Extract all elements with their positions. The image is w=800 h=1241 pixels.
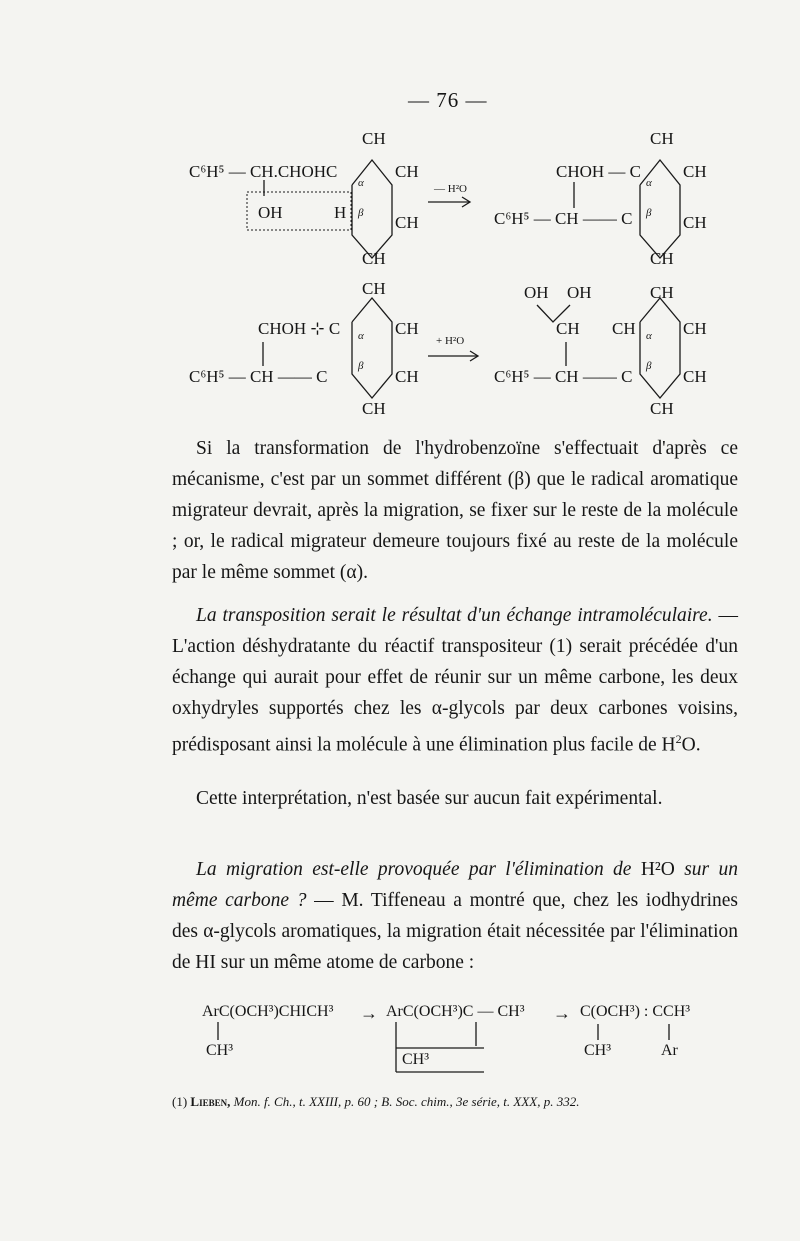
paragraph-4-body: — M. Tiffeneau a montré que, chez les iodhydrines des α-glycols aromatiques, la migration était nécessitée par l'élimination de HI sur un même atome de carbone : bbox=[172, 890, 738, 973]
paragraph-4 bbox=[172, 854, 738, 978]
paragraph-1-text: Si la transformation de l'hydrobenzoïne s'effectuait d'après ce mécanisme, c'est par un sommet différent (β) que le radical aromatique migrateur devrait, après la migration, se fixer sur le reste de la molécule ; or, le radical migrateur demeure toujours fixé au reste de la molécule par le même sommet (α). bbox=[172, 438, 738, 583]
s3-formula-1-sub: CH³ bbox=[206, 1042, 234, 1059]
s2-left-beta: β bbox=[358, 360, 364, 372]
s1-left-ch-top: CH bbox=[362, 129, 386, 148]
s1-right-alpha: α bbox=[646, 177, 652, 189]
s1-left-alpha: α bbox=[358, 177, 364, 189]
s1-right-chain: C⁶H⁵ — CH —— C bbox=[494, 209, 633, 228]
paragraph-4-title: La migration est-elle provoquée par l'élimination de bbox=[196, 859, 632, 880]
s3-formula-1: ArC(OCH³)CHICH³ bbox=[202, 1003, 334, 1020]
s2-left-ch-right-top: CH bbox=[395, 319, 419, 338]
s2-left-chohc: CHOH ⊹ C bbox=[258, 319, 341, 338]
paragraph-2-end: O. bbox=[681, 734, 701, 756]
s2-right-ch-bottom: CH bbox=[650, 399, 674, 418]
s1-right-ch-top: CH bbox=[650, 129, 674, 148]
paragraph-4-title-end: sur un même carbone ? bbox=[172, 859, 738, 911]
s2-right-chain: C⁶H⁵ — CH —— C bbox=[494, 367, 633, 386]
s1-left-beta: β bbox=[358, 207, 364, 219]
s1-arrow-label: — H²O bbox=[434, 183, 467, 195]
hexagon-left-2 bbox=[352, 298, 392, 398]
s2-right-ch-mid: CH bbox=[556, 319, 580, 338]
s2-right-alpha: α bbox=[646, 330, 652, 342]
s2-right-ch-right-bottom: CH bbox=[683, 367, 707, 386]
s1-left-chain: C⁶H⁵ — CH.CHOHC bbox=[189, 162, 338, 181]
paragraph-3 bbox=[172, 783, 738, 814]
s2-left-ch-bottom: CH bbox=[362, 399, 386, 418]
paragraph-2-body: — L'action déshydratante du réactif transpositeur (1) serait précédée d'un échange qui aurait pour effet de réunir sur un même carbone, les deux oxhydryles supportés chez les α-glycols par deux carbones voisins, prédisposant ainsi la molécule à une élimination plus facile de H bbox=[172, 605, 739, 756]
s2-right-oh1: OH bbox=[524, 283, 549, 302]
hexagon-right-2 bbox=[640, 298, 680, 398]
s1-right-ch-bottom: CH bbox=[650, 249, 674, 268]
paragraph-2 bbox=[172, 600, 738, 761]
s2-left-ch-top: CH bbox=[362, 279, 386, 298]
s2-right-oh2: OH bbox=[567, 283, 592, 302]
s2-left-alpha: α bbox=[358, 330, 364, 342]
s2-left-ch-right-bottom: CH bbox=[395, 367, 419, 386]
s3-formula-2: ArC(OCH³)C — CH³ bbox=[386, 1003, 525, 1020]
s2-right-ch-top: CH bbox=[650, 283, 674, 302]
s1-left-ch-bottom: CH bbox=[362, 249, 386, 268]
s2-left-chain: C⁶H⁵ — CH —— C bbox=[189, 367, 328, 386]
s3-formula-3-sub2: Ar bbox=[661, 1042, 678, 1059]
s3-formula-3-sub1: CH³ bbox=[584, 1042, 612, 1059]
footnote bbox=[172, 1094, 738, 1110]
footnote-ref: Mon. f. Ch., t. XXIII, p. 60 ; B. Soc. chim., 3e série, t. XXX, p. 332. bbox=[230, 1094, 580, 1109]
paragraph-1 bbox=[172, 433, 738, 588]
s1-right-chohc: CHOH — C bbox=[556, 162, 642, 181]
s3-formula-3: C(OCH³) : CCH³ bbox=[580, 1003, 691, 1020]
paragraph-2-title: La transposition serait le résultat d'un échange intramoléculaire. bbox=[196, 605, 713, 626]
s2-right-ch-right-top: CH bbox=[683, 319, 707, 338]
s1-right-ch-right-top: CH bbox=[683, 162, 707, 181]
footnote-author: Lieben, bbox=[190, 1094, 231, 1109]
s2-right-beta: β bbox=[646, 360, 652, 372]
s2-right-ch-mid2: CH bbox=[612, 319, 636, 338]
paragraph-3-text: Cette interprétation, n'est basée sur aucun fait expérimental. bbox=[196, 788, 663, 809]
paragraph-2-sub: 2 bbox=[675, 732, 682, 746]
s3-formula-2-sub: CH³ bbox=[402, 1051, 430, 1068]
s3-arrow-2: → bbox=[553, 1003, 571, 1023]
paragraph-4-h2o: H²O bbox=[631, 859, 675, 880]
s2-arrow-label: + H²O bbox=[436, 335, 465, 347]
page-number: — 76 — bbox=[408, 88, 488, 112]
s1-left-ch-right-bottom: CH bbox=[395, 213, 419, 232]
s3-arrow-1: → bbox=[360, 1003, 378, 1023]
s1-right-beta: β bbox=[646, 207, 652, 219]
footnote-mark: (1) bbox=[172, 1094, 188, 1109]
s1-left-ch-right-top: CH bbox=[395, 162, 419, 181]
s1-left-h: H bbox=[334, 203, 347, 222]
s1-right-ch-right-bottom: CH bbox=[683, 213, 707, 232]
s1-left-oh: OH bbox=[258, 203, 283, 222]
